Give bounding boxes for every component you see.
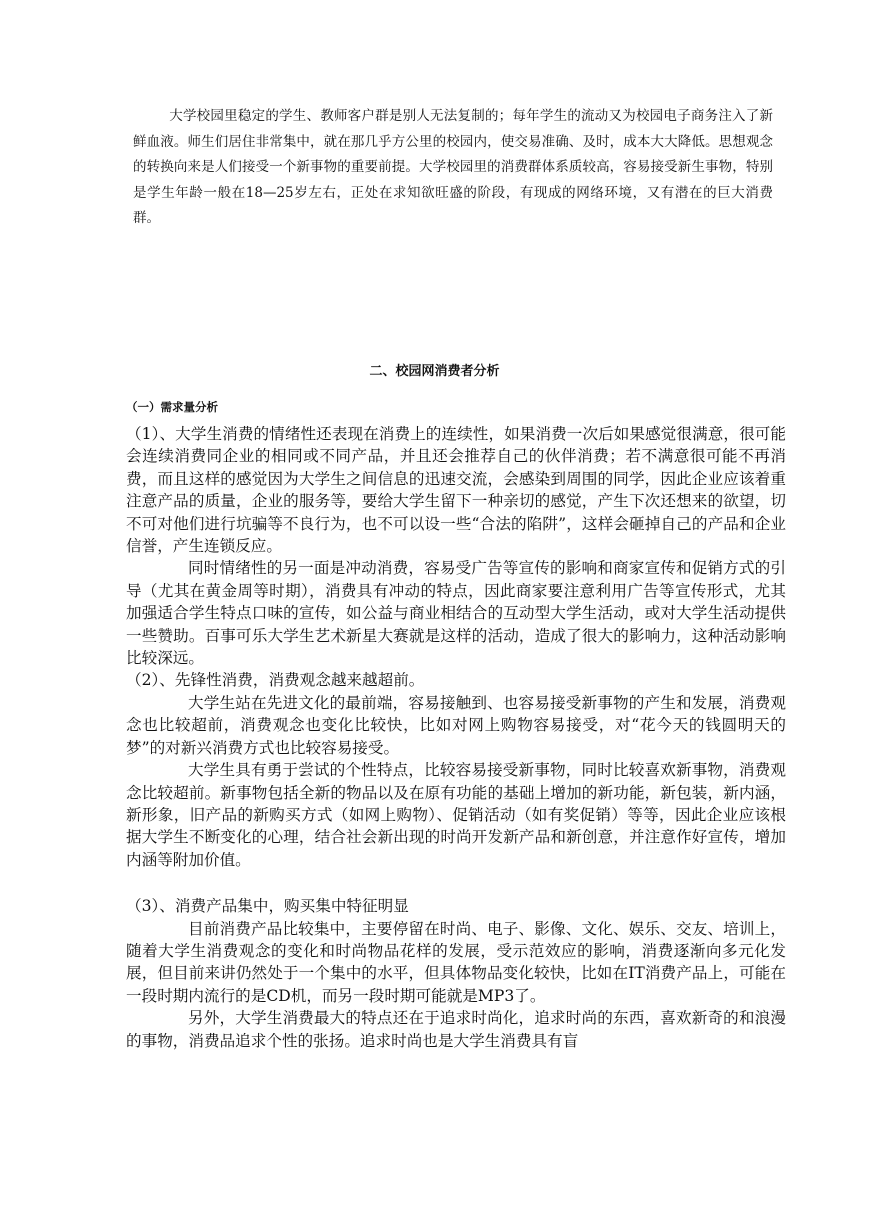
paragraph-4: 大学生具有勇于尝试的个性特点，比较容易接受新事物，同时比较喜欢新事物，消费观念比较超前。新事物包括全新的物品以及在原有功能的基础上增加的新功能，新包装，新内涵，新形象，旧产品的新购买方式（如网上购物）、促销活动（如有奖促销）等等，因此企业应该根据大学生不断变化的心理，结合社会新出现的时尚开发新产品和新创意，并注意作好宣传，增加内涵等附加价值。 bbox=[126, 761, 786, 869]
paragraph-5: 目前消费产品比较集中，主要停留在时尚、电子、影像、文化、娱乐、交友、培训上，随着大学生消费观念的变化和时尚物品花样的发展，受示范效应的影响，消费逐渐向多元化发展，但目前来讲仍然处于一个集中的水平，但具体物品变化较快，比如在IT消费产品上，可能在一段时期内流行的是CD机，而另一段时期可能就是MP3了。 bbox=[126, 919, 786, 1005]
paragraph-heading-3: （3）、消费产品集中，购买集中特征明显 bbox=[126, 897, 409, 916]
intro-text: 大学校园里稳定的学生、教师客户群是别人无法复制的；每年学生的流动又为校园电子商务注入了新鲜血液。师生们居住非常集中，就在那几乎方公里的校园内，使交易准确、及时，成本大大降低。思想观念的转换向来是人们接受一个新事物的重要前提。大学校园里的消费群体系质较高，容易接受新生事物，特别是学生年龄一般在18—25岁左右，正处在求知欲旺盛的阶段，有现成的网络环境，又有潜在的巨大消费群。 bbox=[133, 108, 773, 226]
paragraph-3: 大学生站在先进文化的最前端，容易接触到、也容易接受新事物的产生和发展，消费观念也比较超前，消费观念也变化比较快，比如对网上购物容易接受，对“花今天的钱圆明天的梦”的对新兴消费方式也比较容易接受。 bbox=[126, 693, 786, 757]
paragraph-1: （1）、大学生消费的情绪性还表现在消费上的连续性，如果消费一次后如果感觉很满意，很可能会连续消费同企业的相同或不同产品，并且还会推荐自己的伙伴消费；若不满意很可能不再消费，而且这样的感觉因为大学生之间信息的迅速交流，会感染到周围的同学，因此企业应该着重注意产品的质量，企业的服务等，要给大学生留下一种亲切的感觉，产生下次还想来的欲望，切不可对他们进行坑骗等不良行为，也不可以设一些“合法的陷阱”，这样会砸掉自己的产品和企业信誉，产生连锁反应。 bbox=[126, 425, 786, 556]
paragraph-2: 同时情绪性的另一面是冲动消费，容易受广告等宣传的影响和商家宣传和促销方式的引导（尤其在黄金周等时期），消费具有冲动的特点，因此商家要注意利用广告等宣传形式，尤其加强适合学生特点口味的宣传，如公益与商业相结合的互动型大学生活动，或对大学生活动提供一些赞助。百事可乐大学生艺术新星大赛就是这样的活动，造成了很大的影响力，这种活动影响比较深远。 bbox=[126, 559, 786, 668]
body-text bbox=[126, 423, 786, 1052]
paragraph-6: 另外，大学生消费最大的特点还在于追求时尚化，追求时尚的东西，喜欢新奇的和浪漫的事物，消费品追求个性的张扬。追求时尚也是大学生消费具有盲 bbox=[126, 1009, 786, 1050]
intro-paragraph bbox=[133, 104, 773, 232]
subsection-title: （一）需求量分析 bbox=[126, 400, 218, 414]
paragraph-heading-2: （2）、先锋性消费，消费观念越来越超前。 bbox=[126, 671, 425, 690]
section-title: 二、校园网消费者分析 bbox=[369, 364, 500, 379]
paragraph-spacer bbox=[126, 871, 786, 895]
